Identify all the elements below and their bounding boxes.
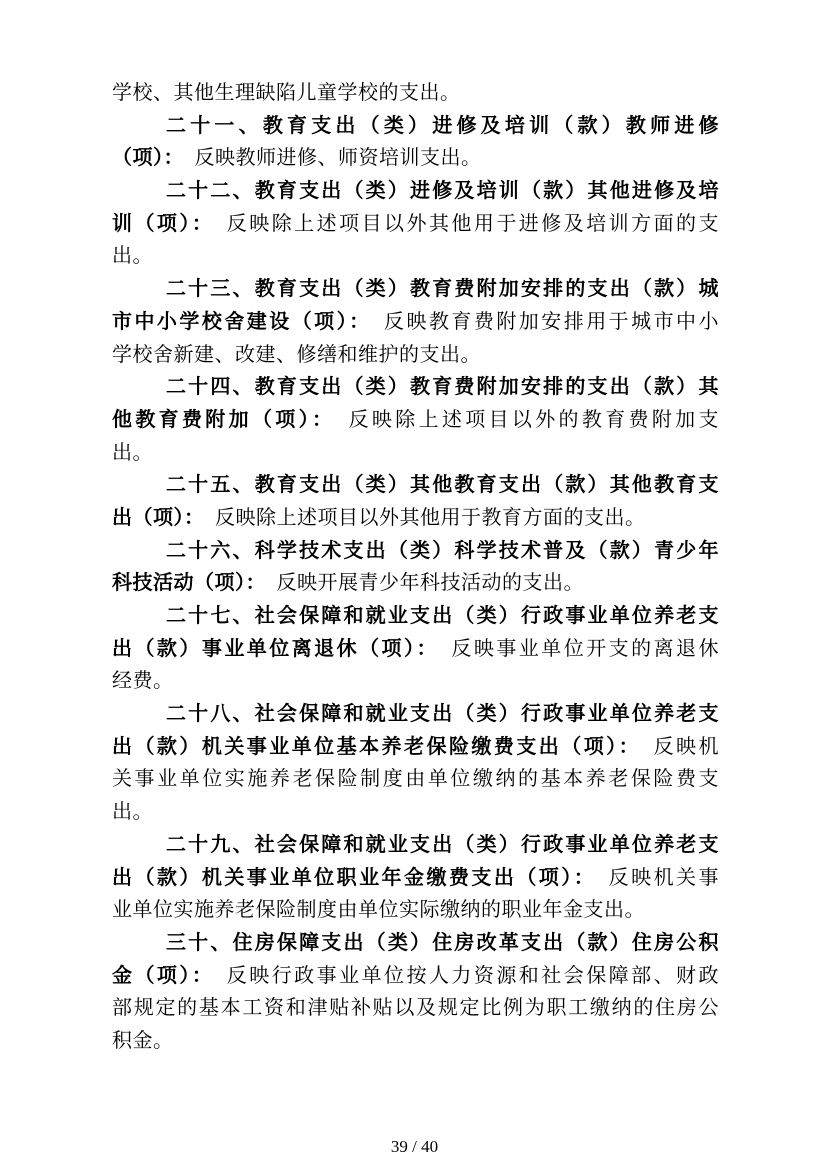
body-text: 反映机关事 (606, 864, 720, 889)
text-line (112, 272, 719, 305)
text-line (112, 926, 719, 959)
text-line (112, 664, 719, 697)
body-text: 学校、其他生理缺陷儿童学校的支出。 (112, 80, 461, 104)
text-line (112, 501, 719, 534)
text-line (112, 795, 719, 828)
body-text: 业单位实施养老保险制度由单位实际缴纳的职业年金支出。 (112, 897, 645, 922)
body-text: 反映开展青少年科技活动的支出。 (276, 570, 584, 595)
body-text: 反映行政事业单位按人力资源和社会保障部、财政 (224, 962, 720, 987)
text-line (112, 534, 719, 567)
heading-text: 市中小学校舍建设（项）： (112, 308, 372, 333)
heading-text: 二十八、社会保障和就业支出（类）行政事业单位养老支 (166, 701, 719, 726)
page-number: 39 / 40 (390, 1137, 439, 1156)
heading-text: 二十七、社会保障和就业支出（类）行政事业单位养老支 (166, 603, 719, 627)
heading-text: 出（项）： (112, 504, 205, 529)
text-line (112, 566, 719, 599)
text-line (112, 828, 719, 861)
heading-text: 出（款）机关事业单位基本养老保险缴费支出（项）： (112, 733, 642, 758)
body-text: 关事业单位实施养老保险制度由单位缴纳的基本养老保险费支 (112, 766, 719, 791)
body-text: 反映事业单位开支的离退休 (449, 635, 720, 660)
paragraph (112, 828, 719, 926)
paragraph (112, 174, 719, 272)
text-line (112, 370, 719, 403)
text-line (112, 893, 719, 926)
text-line (112, 959, 719, 992)
heading-text: 二十九、社会保障和就业支出（类）行政事业单位养老支 (166, 831, 719, 856)
text-line (112, 174, 719, 207)
text-line (112, 697, 719, 730)
body-text: 反映教育费附加安排用于城市中小 (382, 308, 720, 333)
text-line (112, 436, 719, 469)
heading-text: 出（款）事业单位离退休（项）： (112, 635, 439, 660)
body-text: 反映除上述项目以外的教育费附加支 (345, 406, 720, 431)
heading-text: 训（项）： (112, 210, 215, 235)
heading-text: 他教育费附加（项）： (112, 406, 336, 431)
paragraph (112, 370, 719, 468)
body-text: 部规定的基本工资和津贴补贴以及规定比例为职工缴纳的住房公 (112, 995, 719, 1020)
body-text: 学校舍新建、改建、修缮和维护的支出。 (112, 341, 481, 366)
text-line (112, 76, 719, 109)
text-line (112, 991, 719, 1024)
paragraph (112, 599, 719, 697)
paragraph (112, 468, 719, 533)
paragraph (112, 534, 719, 599)
heading-text: 二十五、教育支出（类）其他教育支出（款）其他教育支 (166, 472, 719, 497)
paragraph (112, 697, 719, 828)
text-line (112, 468, 719, 501)
body-text: 出。 (112, 243, 153, 268)
body-text: 反映教师进修、师资培训支出。 (194, 145, 482, 170)
body-text: 反映除上述项目以外其他用于教育方面的支出。 (215, 504, 646, 529)
heading-text: 科技活动（项）： (112, 570, 266, 595)
text-line (112, 599, 719, 632)
text-line (112, 632, 719, 665)
body-text: 反映机 (651, 733, 720, 758)
heading-text: 三十、住房保障支出（类）住房改革支出（款）住房公积 (166, 929, 719, 954)
text-line (112, 1024, 719, 1057)
text-line (112, 239, 719, 272)
heading-text: 出（款）机关事业单位职业年金缴费支出（项）： (112, 864, 597, 889)
paragraph (112, 109, 719, 174)
paragraph (112, 76, 719, 109)
text-line (112, 305, 719, 338)
body-text: 出。 (112, 439, 153, 464)
body-text: 积金。 (112, 1027, 174, 1052)
text-line (112, 338, 719, 371)
heading-text: 二十四、教育支出（类）教育费附加安排的支出（款）其 (166, 374, 719, 399)
paragraph (112, 926, 719, 1057)
text-line (112, 403, 719, 436)
paragraph (112, 272, 719, 370)
text-line (112, 730, 719, 763)
heading-text: 二十三、教育支出（类）教育费附加安排的支出（款）城 (166, 276, 719, 301)
document-body (112, 76, 719, 1057)
heading-text: （项）： (112, 145, 184, 170)
heading-text: 金（项）： (112, 962, 215, 987)
text-line (112, 141, 719, 174)
heading-text: 二十二、教育支出（类）进修及培训（款）其他进修及培 (166, 178, 719, 203)
body-text: 经费。 (112, 668, 174, 693)
body-text: 反映除上述项目以外其他用于进修及培训方面的支 (224, 210, 720, 235)
body-text: 出。 (112, 799, 153, 824)
text-line (112, 109, 719, 142)
text-line (112, 207, 719, 240)
text-line (112, 861, 719, 894)
heading-text: 二十一、教育支出（类）进修及培训（款）教师进修 (166, 112, 719, 137)
text-line (112, 762, 719, 795)
heading-text: 二十六、科学技术支出（类）科学技术普及（款）青少年 (166, 537, 719, 562)
